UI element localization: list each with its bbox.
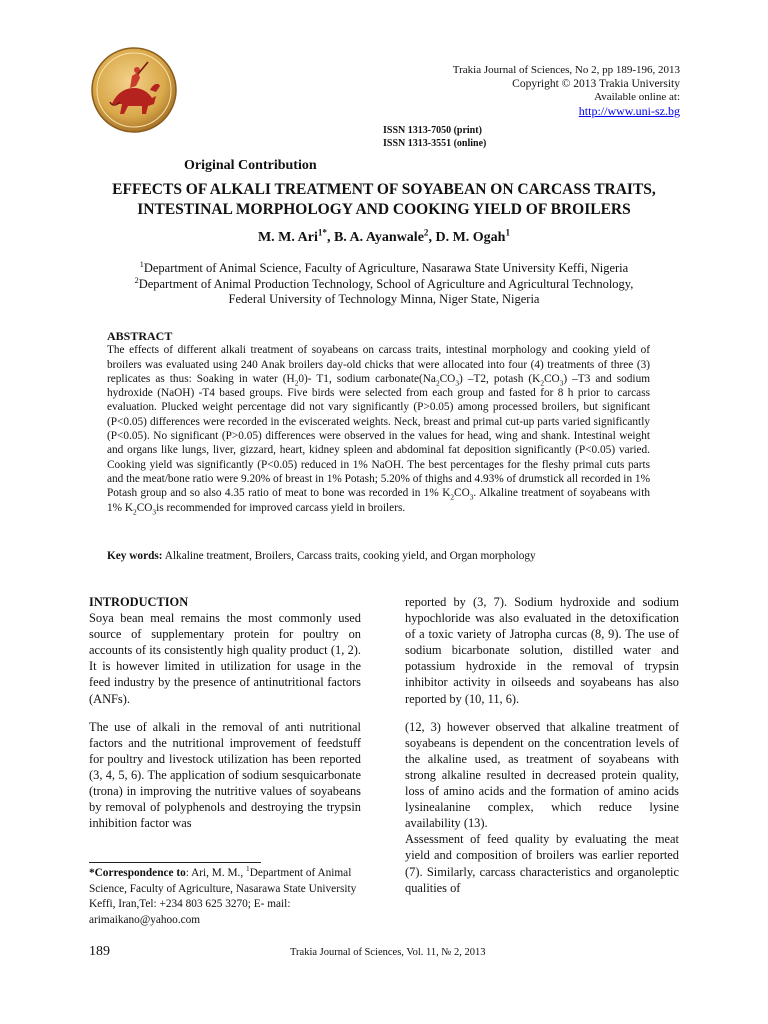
affiliation-3 bbox=[60, 292, 708, 308]
body-paragraph: Soya bean meal remains the most commonly used source of supplementary protein for poultry on accounts of its consistently high quality product (1, 2). It is however limited in utilization for usage in the feed industry by the presence of antinutritional factors (ANFs). bbox=[89, 611, 361, 706]
correspondence-label: *Correspondence to bbox=[89, 867, 186, 879]
title-line-2: INTESTINAL MORPHOLOGY AND COOKING YIELD OF BROILERS bbox=[137, 201, 631, 218]
keywords-text: Alkaline treatment, Broilers, Carcass traits, cooking yield, and Organ morphology bbox=[162, 550, 536, 562]
correspondence-sup: 1 bbox=[246, 864, 250, 874]
title-line-1: EFFECTS OF ALKALI TREATMENT OF SOYABEAN ON CARCASS TRAITS, bbox=[112, 181, 656, 198]
affiliations bbox=[60, 261, 708, 308]
journal-url-link[interactable]: http://www.uni-sz.bg bbox=[578, 103, 680, 118]
authors: M. M. Ari$^{1*}$, B. A. Ayanwale$^2$, D. M. Ogah$^1$ bbox=[257, 227, 511, 245]
footer-journal: Trakia Journal of Sciences, Vol. 11, № 2, 2013 bbox=[290, 947, 486, 958]
available-online: Available online at: bbox=[594, 91, 680, 103]
page-number: 189 bbox=[89, 944, 110, 959]
affiliation-sup: 2 bbox=[134, 275, 139, 285]
journal-citation: Trakia Journal of Sciences, No 2, pp 189-196, 2013 bbox=[452, 64, 680, 76]
keywords-label: Key words: bbox=[107, 550, 163, 562]
journal-header bbox=[380, 64, 680, 119]
author-sup: 2 bbox=[423, 227, 429, 238]
section-label: Original Contribution bbox=[184, 158, 317, 173]
abstract-body: The effects of different alkali treatment of soyabeans on carcass traits, intestinal morphology and cooking yield of broilers was evaluated using 240 Anak broilers day-old chicks that were allocated into four (4) treatments of three (3) replicates as thus: Soaking in water $(H_20)-$ T1, sodium $carbonate(Na_2CO_3)$ –T2, potash $(K_2CO_3)$ –T3 and sodium hydroxide (NaOH) -T4 based groups. Five birds were selected from each group and fasted for 8 h prior to carcass evaluation. Plucked weight percentage did not vary significantly (P>0.05) among processed broilers, but significant (P<0.05) differences were recorded in the eviscerated weights. Neck, breast and primal cut-up parts varied significantly (P<0.05). No significant (P>0.05) differences were observed in the values for head, wing and shank. Intestinal weight and organs like lungs, liver, gizzard, heart, kidney spleen and abdominal fat deposition significantly (P<0.05) varied. Cooking yield was significantly (P<0.05) reduced in 1% NaOH. The best percentages for the fleshy primal cuts parts and the meat/bone ratio were 9.20% of breast in 1% Potash; 5.20% of thighs and 4.93% of drumstick all recorded in 1% Potash group and so also 4.35 ratio of meat to bone was recorded in 1% $K_2CO_3$. Alkaline treatment of soyabeans with 1% $K_2CO_3is$ recommended for improved carcass yield in broilers. bbox=[107, 344, 651, 516]
author-sup: 1 bbox=[505, 227, 511, 238]
left-column bbox=[89, 594, 361, 843]
right-column bbox=[405, 594, 679, 908]
affiliation-text: Department of Animal Science, Faculty of Agriculture, Nasarawa State University Keffi, Nigeria bbox=[143, 261, 629, 275]
copyright-line: Copyright © 2013 Trakia University bbox=[512, 77, 680, 90]
body-paragraph: (12, 3) however observed that alkaline treatment of soyabeans is dependent on the concentration levels of the alkaline used, as treatment of soyabeans with strong alkaline resulted in decreased protein quality, loss of amino acids and the formation of amino acids lysinealanine complex, which reduce lysine availability (13). bbox=[405, 719, 679, 831]
issn-online: ISSN 1313-3551 (online) bbox=[383, 138, 487, 149]
body-paragraph: reported by (3, 7). Sodium hydroxide and sodium hypochloride was also evaluated in the detoxification of a toxic variety of Jatropha curcas (8, 9). The use of sodium bicarbonate solution, distilled water and potassium hydroxide in the removal of trypsin inhibitor activity in oilseeds and soyabeans has also reported by (10, 11, 6). bbox=[405, 595, 679, 706]
body-paragraph: Assessment of feed quality by evaluating the meat yield and composition of broilers was earlier reported (7). Similarly, carcass characteristics and organoleptic qualities of bbox=[405, 832, 679, 895]
affiliation-1 bbox=[60, 261, 708, 277]
issn-print: ISSN 1313-7050 (print) bbox=[383, 125, 482, 136]
keywords bbox=[107, 550, 667, 562]
abstract-heading: ABSTRACT bbox=[107, 329, 173, 343]
affiliation-2 bbox=[60, 277, 708, 293]
article-title bbox=[60, 180, 708, 220]
affiliation-text: Federal University of Technology Minna, Niger State, Nigeria bbox=[228, 292, 540, 306]
journal-logo bbox=[90, 46, 178, 134]
affiliation-text: Department of Animal Production Technology, School of Agriculture and Agricultural Technology, bbox=[138, 276, 634, 291]
correspondence-text: Department of Animal Science, Faculty of Agriculture, Nasarawa State University Keffi, Iran,Tel: +234 803 625 3270; E- mail: arimaikano@yahoo.com bbox=[89, 867, 357, 926]
correspondence-text: : Ari, M. M., bbox=[185, 867, 247, 879]
issn-block bbox=[383, 124, 486, 150]
affiliation-sup: 1 bbox=[139, 259, 144, 269]
author-name: B. A. Ayanwale bbox=[333, 230, 424, 245]
author-name: M. M. Ari bbox=[257, 230, 318, 245]
abstract bbox=[107, 329, 650, 515]
author-name: D. M. Ogah bbox=[435, 230, 506, 245]
introduction-heading: INTRODUCTION bbox=[89, 595, 189, 609]
correspondence-footnote bbox=[89, 866, 361, 928]
body-paragraph: The use of alkali in the removal of anti nutritional factors and the nutritional improvement of feedstuff for poultry and livestock utilization has been reported (3, 4, 5, 6). The application of sodium sesquicarbonate (trona) in improving the nutritive values of soyabeans by removal of polyphenols and destroying the trypsin inhibition factor was bbox=[89, 719, 361, 831]
author-sup: 1* bbox=[317, 227, 327, 238]
footnote-divider bbox=[89, 862, 261, 863]
